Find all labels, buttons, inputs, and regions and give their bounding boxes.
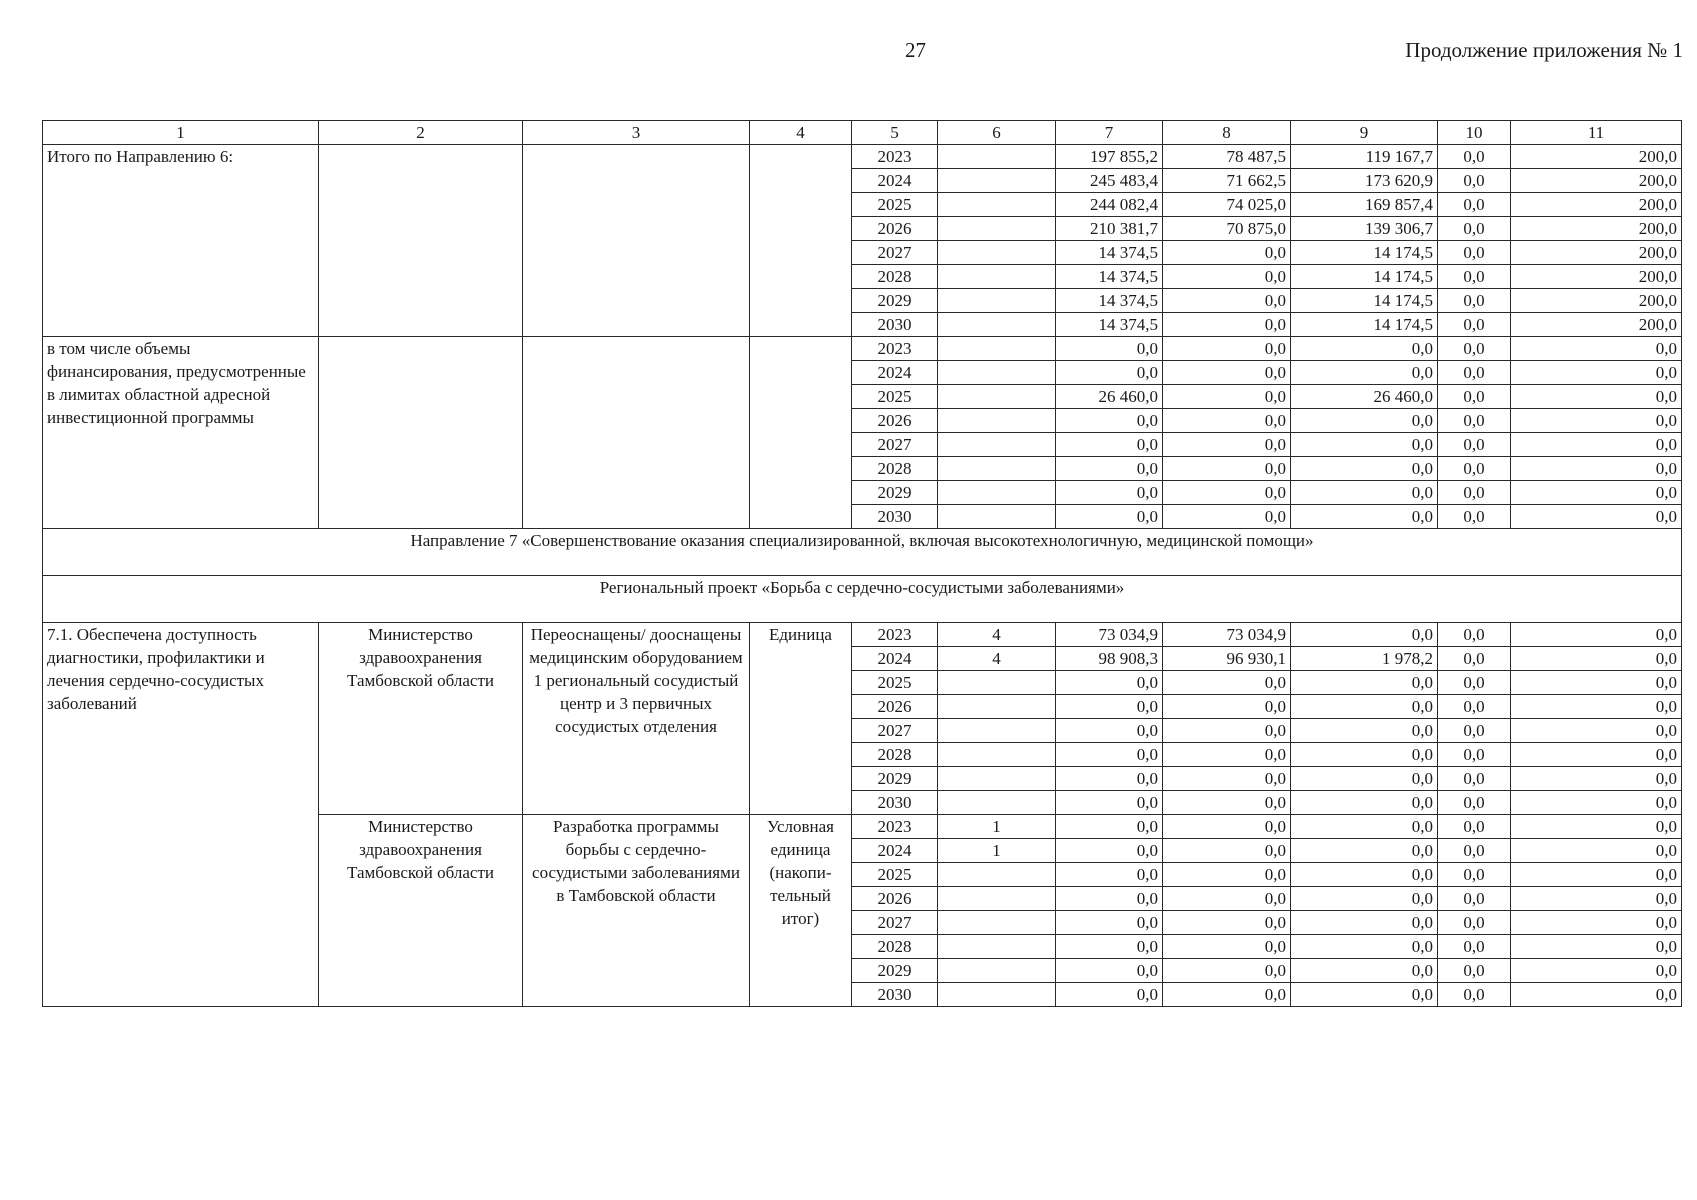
value-cell: 0,0 xyxy=(1163,695,1291,719)
value-cell: 0,0 xyxy=(1511,457,1682,481)
value-cell xyxy=(938,695,1056,719)
value-cell: 0,0 xyxy=(1163,767,1291,791)
column-header-7: 7 xyxy=(1056,121,1163,145)
value-cell: 0,0 xyxy=(1291,815,1438,839)
value-cell xyxy=(938,863,1056,887)
value-cell: 0,0 xyxy=(1438,505,1511,529)
value-cell: 0,0 xyxy=(1056,481,1163,505)
year-cell: 2029 xyxy=(852,481,938,505)
value-cell: 0,0 xyxy=(1163,671,1291,695)
value-cell: 0,0 xyxy=(1291,337,1438,361)
value-cell: 200,0 xyxy=(1511,241,1682,265)
value-cell: 0,0 xyxy=(1163,839,1291,863)
value-cell: 0,0 xyxy=(1438,983,1511,1007)
year-cell: 2026 xyxy=(852,695,938,719)
column-header-6: 6 xyxy=(938,121,1056,145)
year-cell: 2026 xyxy=(852,409,938,433)
value-cell xyxy=(938,313,1056,337)
year-cell: 2027 xyxy=(852,241,938,265)
value-cell: 210 381,7 xyxy=(1056,217,1163,241)
value-cell: 0,0 xyxy=(1438,193,1511,217)
value-cell: 0,0 xyxy=(1291,623,1438,647)
value-cell xyxy=(938,791,1056,815)
value-cell: 0,0 xyxy=(1163,815,1291,839)
executor-cell: Министерство здравоохранения Тамбовской области xyxy=(319,623,523,815)
value-cell: 0,0 xyxy=(1511,959,1682,983)
value-cell: 0,0 xyxy=(1511,671,1682,695)
column-header-10: 10 xyxy=(1438,121,1511,145)
year-cell: 2024 xyxy=(852,361,938,385)
value-cell: 0,0 xyxy=(1438,337,1511,361)
value-cell: 78 487,5 xyxy=(1163,145,1291,169)
value-cell xyxy=(938,385,1056,409)
value-cell: 1 xyxy=(938,839,1056,863)
value-cell: 0,0 xyxy=(1056,959,1163,983)
value-cell: 70 875,0 xyxy=(1163,217,1291,241)
value-cell xyxy=(938,289,1056,313)
value-cell xyxy=(938,935,1056,959)
value-cell: 0,0 xyxy=(1291,481,1438,505)
value-cell: 200,0 xyxy=(1511,217,1682,241)
value-cell: 200,0 xyxy=(1511,289,1682,313)
year-cell: 2027 xyxy=(852,719,938,743)
value-cell xyxy=(938,887,1056,911)
value-cell: 98 908,3 xyxy=(1056,647,1163,671)
value-cell: 0,0 xyxy=(1163,505,1291,529)
value-cell: 0,0 xyxy=(1511,767,1682,791)
value-cell: 0,0 xyxy=(1511,481,1682,505)
value-cell: 0,0 xyxy=(1511,983,1682,1007)
value-cell: 0,0 xyxy=(1163,409,1291,433)
value-cell: 0,0 xyxy=(1511,337,1682,361)
value-cell: 0,0 xyxy=(1056,791,1163,815)
section-row xyxy=(43,576,1682,623)
value-cell: 0,0 xyxy=(1438,911,1511,935)
value-cell: 0,0 xyxy=(1163,935,1291,959)
year-cell: 2030 xyxy=(852,983,938,1007)
value-cell xyxy=(938,241,1056,265)
value-cell: 0,0 xyxy=(1438,313,1511,337)
value-cell: 0,0 xyxy=(1291,433,1438,457)
value-cell: 0,0 xyxy=(1291,863,1438,887)
value-cell: 0,0 xyxy=(1438,863,1511,887)
value-cell xyxy=(938,481,1056,505)
section-row xyxy=(43,529,1682,576)
value-cell: 0,0 xyxy=(1291,935,1438,959)
value-cell: 0,0 xyxy=(1438,959,1511,983)
value-cell: 0,0 xyxy=(1291,457,1438,481)
column-header-5: 5 xyxy=(852,121,938,145)
value-cell: 0,0 xyxy=(1438,767,1511,791)
year-cell: 2028 xyxy=(852,457,938,481)
value-cell: 74 025,0 xyxy=(1163,193,1291,217)
year-cell: 2024 xyxy=(852,647,938,671)
appendix-continuation-label: Продолжение приложения № 1 xyxy=(1405,38,1683,62)
table-row xyxy=(43,145,1682,169)
year-cell: 2030 xyxy=(852,505,938,529)
value-cell xyxy=(938,145,1056,169)
value-cell: 0,0 xyxy=(1291,791,1438,815)
project-heading: Региональный проект «Борьба с сердечно-сосудистыми заболеваниями» xyxy=(43,576,1682,623)
column-header-4: 4 xyxy=(750,121,852,145)
value-cell xyxy=(938,265,1056,289)
year-cell: 2025 xyxy=(852,385,938,409)
table-row xyxy=(43,337,1682,361)
value-cell: 14 174,5 xyxy=(1291,313,1438,337)
value-cell: 0,0 xyxy=(1291,361,1438,385)
value-cell: 0,0 xyxy=(1438,361,1511,385)
value-cell: 0,0 xyxy=(1511,743,1682,767)
value-cell: 14 374,5 xyxy=(1056,241,1163,265)
column-header-2: 2 xyxy=(319,121,523,145)
value-cell xyxy=(938,169,1056,193)
value-cell: 0,0 xyxy=(1056,337,1163,361)
value-cell: 200,0 xyxy=(1511,313,1682,337)
year-cell: 2025 xyxy=(852,193,938,217)
year-cell: 2025 xyxy=(852,671,938,695)
value-cell: 0,0 xyxy=(1291,911,1438,935)
year-cell: 2024 xyxy=(852,839,938,863)
year-cell: 2023 xyxy=(852,815,938,839)
year-cell: 2024 xyxy=(852,169,938,193)
value-cell xyxy=(938,337,1056,361)
value-cell: 0,0 xyxy=(1438,481,1511,505)
value-cell: 0,0 xyxy=(1163,743,1291,767)
value-cell: 26 460,0 xyxy=(1291,385,1438,409)
year-cell: 2026 xyxy=(852,887,938,911)
value-cell: 0,0 xyxy=(1511,385,1682,409)
unit-cell: Единица xyxy=(750,623,852,815)
value-cell: 0,0 xyxy=(1438,385,1511,409)
value-cell: 0,0 xyxy=(1438,409,1511,433)
value-cell: 0,0 xyxy=(1291,505,1438,529)
value-cell: 0,0 xyxy=(1163,457,1291,481)
value-cell xyxy=(938,671,1056,695)
page-number: 27 xyxy=(905,38,926,62)
value-cell: 0,0 xyxy=(1438,289,1511,313)
column-header-11: 11 xyxy=(1511,121,1682,145)
value-cell: 0,0 xyxy=(1438,839,1511,863)
value-cell: 0,0 xyxy=(1056,671,1163,695)
value-cell: 14 174,5 xyxy=(1291,241,1438,265)
value-cell: 0,0 xyxy=(1511,887,1682,911)
value-cell: 0,0 xyxy=(1291,887,1438,911)
unit-cell xyxy=(750,145,852,337)
value-cell: 96 930,1 xyxy=(1163,647,1291,671)
value-cell: 0,0 xyxy=(1438,217,1511,241)
value-cell: 0,0 xyxy=(1163,887,1291,911)
value-cell: 0,0 xyxy=(1438,695,1511,719)
year-cell: 2027 xyxy=(852,911,938,935)
value-cell: 0,0 xyxy=(1163,911,1291,935)
value-cell: 0,0 xyxy=(1163,983,1291,1007)
value-cell: 0,0 xyxy=(1291,719,1438,743)
value-cell: 200,0 xyxy=(1511,169,1682,193)
value-cell: 0,0 xyxy=(1291,695,1438,719)
indicator-cell xyxy=(523,145,750,337)
value-cell: 0,0 xyxy=(1056,409,1163,433)
value-cell: 0,0 xyxy=(1438,433,1511,457)
year-cell: 2028 xyxy=(852,935,938,959)
value-cell: 0,0 xyxy=(1511,505,1682,529)
value-cell: 0,0 xyxy=(1163,385,1291,409)
value-cell: 0,0 xyxy=(1056,743,1163,767)
column-header-1: 1 xyxy=(43,121,319,145)
value-cell: 244 082,4 xyxy=(1056,193,1163,217)
value-cell: 173 620,9 xyxy=(1291,169,1438,193)
value-cell: 0,0 xyxy=(1056,887,1163,911)
value-cell xyxy=(938,505,1056,529)
value-cell: 0,0 xyxy=(1163,481,1291,505)
value-cell: 0,0 xyxy=(1291,959,1438,983)
value-cell: 0,0 xyxy=(1438,647,1511,671)
value-cell: 0,0 xyxy=(1163,265,1291,289)
column-header-8: 8 xyxy=(1163,121,1291,145)
value-cell: 0,0 xyxy=(1163,719,1291,743)
value-cell: 0,0 xyxy=(1511,815,1682,839)
value-cell: 73 034,9 xyxy=(1056,623,1163,647)
value-cell: 0,0 xyxy=(1056,983,1163,1007)
value-cell: 139 306,7 xyxy=(1291,217,1438,241)
year-cell: 2023 xyxy=(852,145,938,169)
value-cell: 0,0 xyxy=(1438,791,1511,815)
value-cell: 0,0 xyxy=(1511,647,1682,671)
value-cell: 1 978,2 xyxy=(1291,647,1438,671)
value-cell xyxy=(938,911,1056,935)
value-cell: 0,0 xyxy=(1511,409,1682,433)
indicator-cell: Разработка программы борьбы с сердечно-сосудистыми заболеваниями в Тамбовской области xyxy=(523,815,750,1007)
year-cell: 2023 xyxy=(852,623,938,647)
year-cell: 2027 xyxy=(852,433,938,457)
value-cell xyxy=(938,457,1056,481)
value-cell: 14 374,5 xyxy=(1056,313,1163,337)
year-cell: 2023 xyxy=(852,337,938,361)
value-cell: 0,0 xyxy=(1438,241,1511,265)
value-cell: 200,0 xyxy=(1511,145,1682,169)
value-cell: 197 855,2 xyxy=(1056,145,1163,169)
value-cell xyxy=(938,767,1056,791)
value-cell: 0,0 xyxy=(1291,983,1438,1007)
value-cell: 0,0 xyxy=(1511,623,1682,647)
value-cell: 0,0 xyxy=(1163,337,1291,361)
value-cell: 71 662,5 xyxy=(1163,169,1291,193)
year-cell: 2029 xyxy=(852,289,938,313)
indicator-cell: Переоснащены/ дооснащены медицинским оборудованием 1 региональный сосудистый центр и 3 первичных сосудистых отделения xyxy=(523,623,750,815)
year-cell: 2030 xyxy=(852,791,938,815)
value-cell: 0,0 xyxy=(1056,911,1163,935)
year-cell: 2029 xyxy=(852,767,938,791)
value-cell: 0,0 xyxy=(1511,695,1682,719)
column-header-3: 3 xyxy=(523,121,750,145)
value-cell: 0,0 xyxy=(1291,743,1438,767)
value-cell: 4 xyxy=(938,623,1056,647)
value-cell: 245 483,4 xyxy=(1056,169,1163,193)
year-cell: 2026 xyxy=(852,217,938,241)
value-cell: 0,0 xyxy=(1511,839,1682,863)
value-cell: 0,0 xyxy=(1438,265,1511,289)
value-cell: 14 374,5 xyxy=(1056,265,1163,289)
value-cell xyxy=(938,361,1056,385)
value-cell: 14 174,5 xyxy=(1291,265,1438,289)
column-header-9: 9 xyxy=(1291,121,1438,145)
year-cell: 2029 xyxy=(852,959,938,983)
value-cell: 0,0 xyxy=(1291,839,1438,863)
value-cell: 0,0 xyxy=(1511,433,1682,457)
value-cell: 14 174,5 xyxy=(1291,289,1438,313)
value-cell xyxy=(938,743,1056,767)
value-cell: 26 460,0 xyxy=(1056,385,1163,409)
value-cell: 169 857,4 xyxy=(1291,193,1438,217)
value-cell: 0,0 xyxy=(1438,815,1511,839)
indicator-cell xyxy=(523,337,750,529)
executor-cell xyxy=(319,145,523,337)
unit-cell: Условная единица (накопи-тельный итог) xyxy=(750,815,852,1007)
value-cell: 0,0 xyxy=(1163,289,1291,313)
executor-cell xyxy=(319,337,523,529)
value-cell: 0,0 xyxy=(1163,863,1291,887)
direction-heading: Направление 7 «Совершенствование оказания специализированной, включая высокотехнологичную, медицинской помощи» xyxy=(43,529,1682,576)
value-cell: 0,0 xyxy=(1438,145,1511,169)
value-cell: 0,0 xyxy=(1163,361,1291,385)
value-cell xyxy=(938,433,1056,457)
value-cell: 0,0 xyxy=(1438,671,1511,695)
value-cell: 0,0 xyxy=(1163,313,1291,337)
value-cell: 0,0 xyxy=(1056,719,1163,743)
value-cell: 0,0 xyxy=(1056,361,1163,385)
value-cell: 0,0 xyxy=(1163,791,1291,815)
value-cell: 0,0 xyxy=(1056,863,1163,887)
year-cell: 2028 xyxy=(852,265,938,289)
unit-cell xyxy=(750,337,852,529)
value-cell: 0,0 xyxy=(1163,241,1291,265)
value-cell: 0,0 xyxy=(1163,959,1291,983)
value-cell: 0,0 xyxy=(1056,433,1163,457)
value-cell: 0,0 xyxy=(1056,695,1163,719)
value-cell: 0,0 xyxy=(1056,815,1163,839)
value-cell: 0,0 xyxy=(1056,839,1163,863)
year-cell: 2025 xyxy=(852,863,938,887)
value-cell: 0,0 xyxy=(1163,433,1291,457)
value-cell: 0,0 xyxy=(1438,623,1511,647)
value-cell: 119 167,7 xyxy=(1291,145,1438,169)
value-cell: 0,0 xyxy=(1438,743,1511,767)
value-cell: 0,0 xyxy=(1511,791,1682,815)
value-cell: 73 034,9 xyxy=(1163,623,1291,647)
row-label: 7.1. Обеспечена доступность диагностики, профилактики и лечения сердечно-сосудистых заболеваний xyxy=(43,623,319,1007)
value-cell xyxy=(938,983,1056,1007)
value-cell xyxy=(938,959,1056,983)
value-cell: 4 xyxy=(938,647,1056,671)
row-label: в том числе объемы финансирования, предусмотренные в лимитах областной адресной инвестиционной программы xyxy=(43,337,319,529)
value-cell xyxy=(938,193,1056,217)
value-cell: 0,0 xyxy=(1291,767,1438,791)
financing-table xyxy=(42,120,1682,1007)
year-cell: 2030 xyxy=(852,313,938,337)
value-cell: 0,0 xyxy=(1291,671,1438,695)
row-label: Итого по Направлению 6: xyxy=(43,145,319,337)
year-cell: 2028 xyxy=(852,743,938,767)
value-cell: 0,0 xyxy=(1056,505,1163,529)
value-cell: 0,0 xyxy=(1438,935,1511,959)
value-cell: 0,0 xyxy=(1511,935,1682,959)
value-cell: 0,0 xyxy=(1291,409,1438,433)
value-cell: 0,0 xyxy=(1438,719,1511,743)
value-cell: 0,0 xyxy=(1511,863,1682,887)
value-cell: 0,0 xyxy=(1438,887,1511,911)
value-cell: 0,0 xyxy=(1511,911,1682,935)
value-cell: 0,0 xyxy=(1056,935,1163,959)
executor-cell: Министерство здравоохранения Тамбовской области xyxy=(319,815,523,1007)
value-cell xyxy=(938,719,1056,743)
value-cell: 200,0 xyxy=(1511,193,1682,217)
value-cell: 0,0 xyxy=(1511,719,1682,743)
value-cell: 0,0 xyxy=(1511,361,1682,385)
table-row xyxy=(43,623,1682,647)
value-cell: 0,0 xyxy=(1438,169,1511,193)
column-header-row xyxy=(43,121,1682,145)
value-cell: 200,0 xyxy=(1511,265,1682,289)
value-cell: 0,0 xyxy=(1438,457,1511,481)
value-cell: 0,0 xyxy=(1056,457,1163,481)
value-cell: 1 xyxy=(938,815,1056,839)
value-cell xyxy=(938,217,1056,241)
value-cell xyxy=(938,409,1056,433)
value-cell: 14 374,5 xyxy=(1056,289,1163,313)
value-cell: 0,0 xyxy=(1056,767,1163,791)
